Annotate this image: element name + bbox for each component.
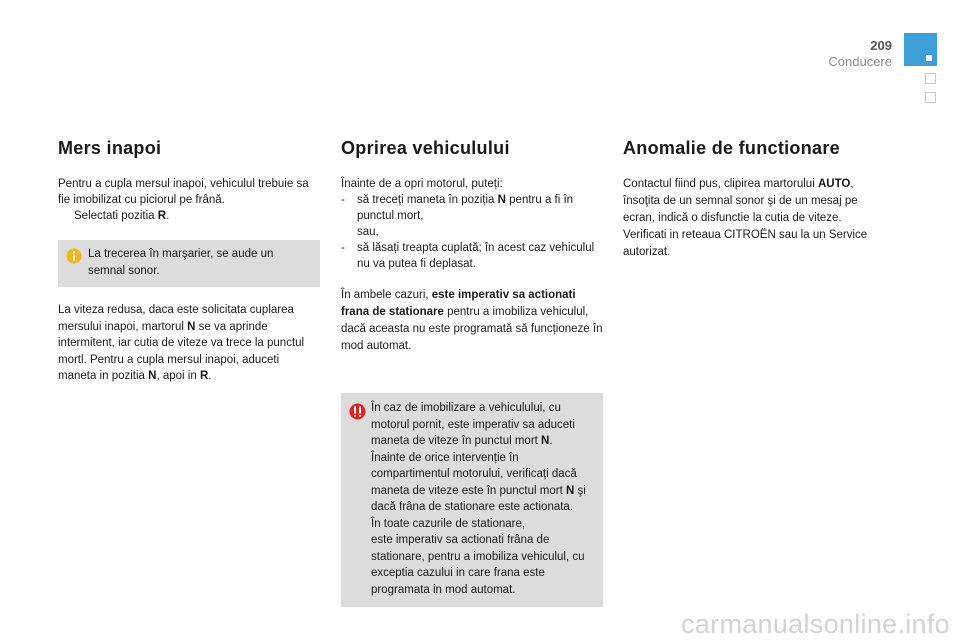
chapter-tab-active[interactable]: [904, 33, 937, 66]
column-malfunction: [623, 140, 888, 261]
text-bold: AUTO: [817, 178, 851, 190]
bullet-text: Selectati pozitia: [74, 210, 158, 222]
text-run: este imperativ sa actionati frâna de stationare, pentru a imobiliza vehiculul, cu exceptia cazului in care frana este programata in mod automat.: [371, 534, 585, 596]
dash-item: [341, 240, 603, 272]
warning-icon: [349, 400, 371, 598]
section-title: Conducere: [828, 54, 892, 69]
text-bold: N: [148, 370, 157, 382]
text-bold: N: [187, 320, 196, 333]
bullet-end: .: [166, 210, 170, 222]
stopping-details: [341, 287, 603, 355]
heading-reverse: Mers inapoi: [58, 138, 162, 158]
chapter-tab[interactable]: [925, 73, 936, 84]
dash-marker: -: [341, 242, 345, 254]
dash-item: [341, 192, 603, 240]
column-reverse: [58, 140, 320, 385]
heading-malfunction: Anomalie de functionare: [623, 138, 840, 158]
bullet-bold: R: [157, 210, 167, 222]
text-run: Contactul fiind pus, clipirea martorului: [623, 178, 818, 190]
page-number: 209: [870, 38, 892, 53]
text-run: În caz de imobilizare a vehiculului, cu motorul pornit, este imperativ sa aduceti maneta de viteze în punctul mort: [371, 402, 575, 447]
info-icon: [66, 246, 88, 280]
text-run: În ambele cazuri,: [341, 289, 432, 301]
text-bold: N: [565, 484, 575, 497]
text-run: La viteza redusa, daca este solicitata cuplarea mersului inapoi, martorul: [58, 304, 294, 333]
heading-stopping: Oprirea vehiculului: [341, 138, 510, 158]
watermark: carmanualsonline.info: [681, 609, 950, 639]
text-bold: N: [541, 435, 550, 447]
malfunction-text: [623, 176, 888, 261]
text-run: , apoi in: [156, 370, 200, 382]
warning-box: [341, 393, 603, 607]
text-bold: este imperativ sa actionati frana de stationare: [341, 289, 576, 318]
warning-text: [371, 400, 595, 598]
column-stopping: [341, 140, 603, 607]
text-run: .: [549, 435, 553, 447]
text-run: şi dacă frâna de stationare este actionata.: [371, 484, 586, 513]
text-run: se va aprinde intermitent, iar cutia de viteze va trece la punctul mortl. Pentru a cupla mersul inapoi, aduceti maneta in pozitia: [58, 320, 305, 382]
text-run: Înainte de orice intervenție în compartimentul motorului, verificați dacă maneta de viteze este în punctul mort: [371, 451, 577, 497]
info-box: [58, 240, 320, 287]
reverse-intro: Pentru a cupla mersul inapoi, vehiculul trebuie sa fie imobilizat cu piciorul pe frână.: [58, 178, 309, 206]
text-bold: N: [497, 194, 506, 206]
text-run: să treceți maneta în poziția: [357, 194, 498, 206]
dash-marker: -: [341, 194, 345, 206]
bullet-marker: [58, 208, 74, 224]
tab-dot: [926, 55, 932, 61]
text-run: pentru a imobiliza vehiculul, dacă aceasta nu este programată să funcționeze în mod automat.: [341, 306, 603, 352]
chapter-tab[interactable]: [925, 92, 936, 103]
text-run: , însoţita de un semnal sonor şi de un mesaj pe ecran, indică o disfunctie la cutia de viteze. Verificati in reteaua CITROËN sau la un Service autorizat.: [623, 178, 868, 258]
dash-text: să lăsați treapta cuplată; în acest caz vehiculul nu va putea fi deplasat.: [357, 242, 595, 270]
text-run: În toate cazurile de stationare,: [371, 517, 526, 530]
text-run: sau,: [357, 226, 379, 238]
reverse-details: [58, 302, 320, 385]
bullet-item: [58, 208, 320, 224]
text-bold: R: [199, 370, 209, 382]
text-run: pentru a fi în punctul mort,: [357, 194, 574, 222]
text-run: .: [208, 370, 212, 382]
info-text: La trecerea în marşarier, se aude un semnal sonor.: [88, 248, 274, 277]
stopping-intro: Înainte de a opri motorul, puteți:: [341, 178, 503, 190]
